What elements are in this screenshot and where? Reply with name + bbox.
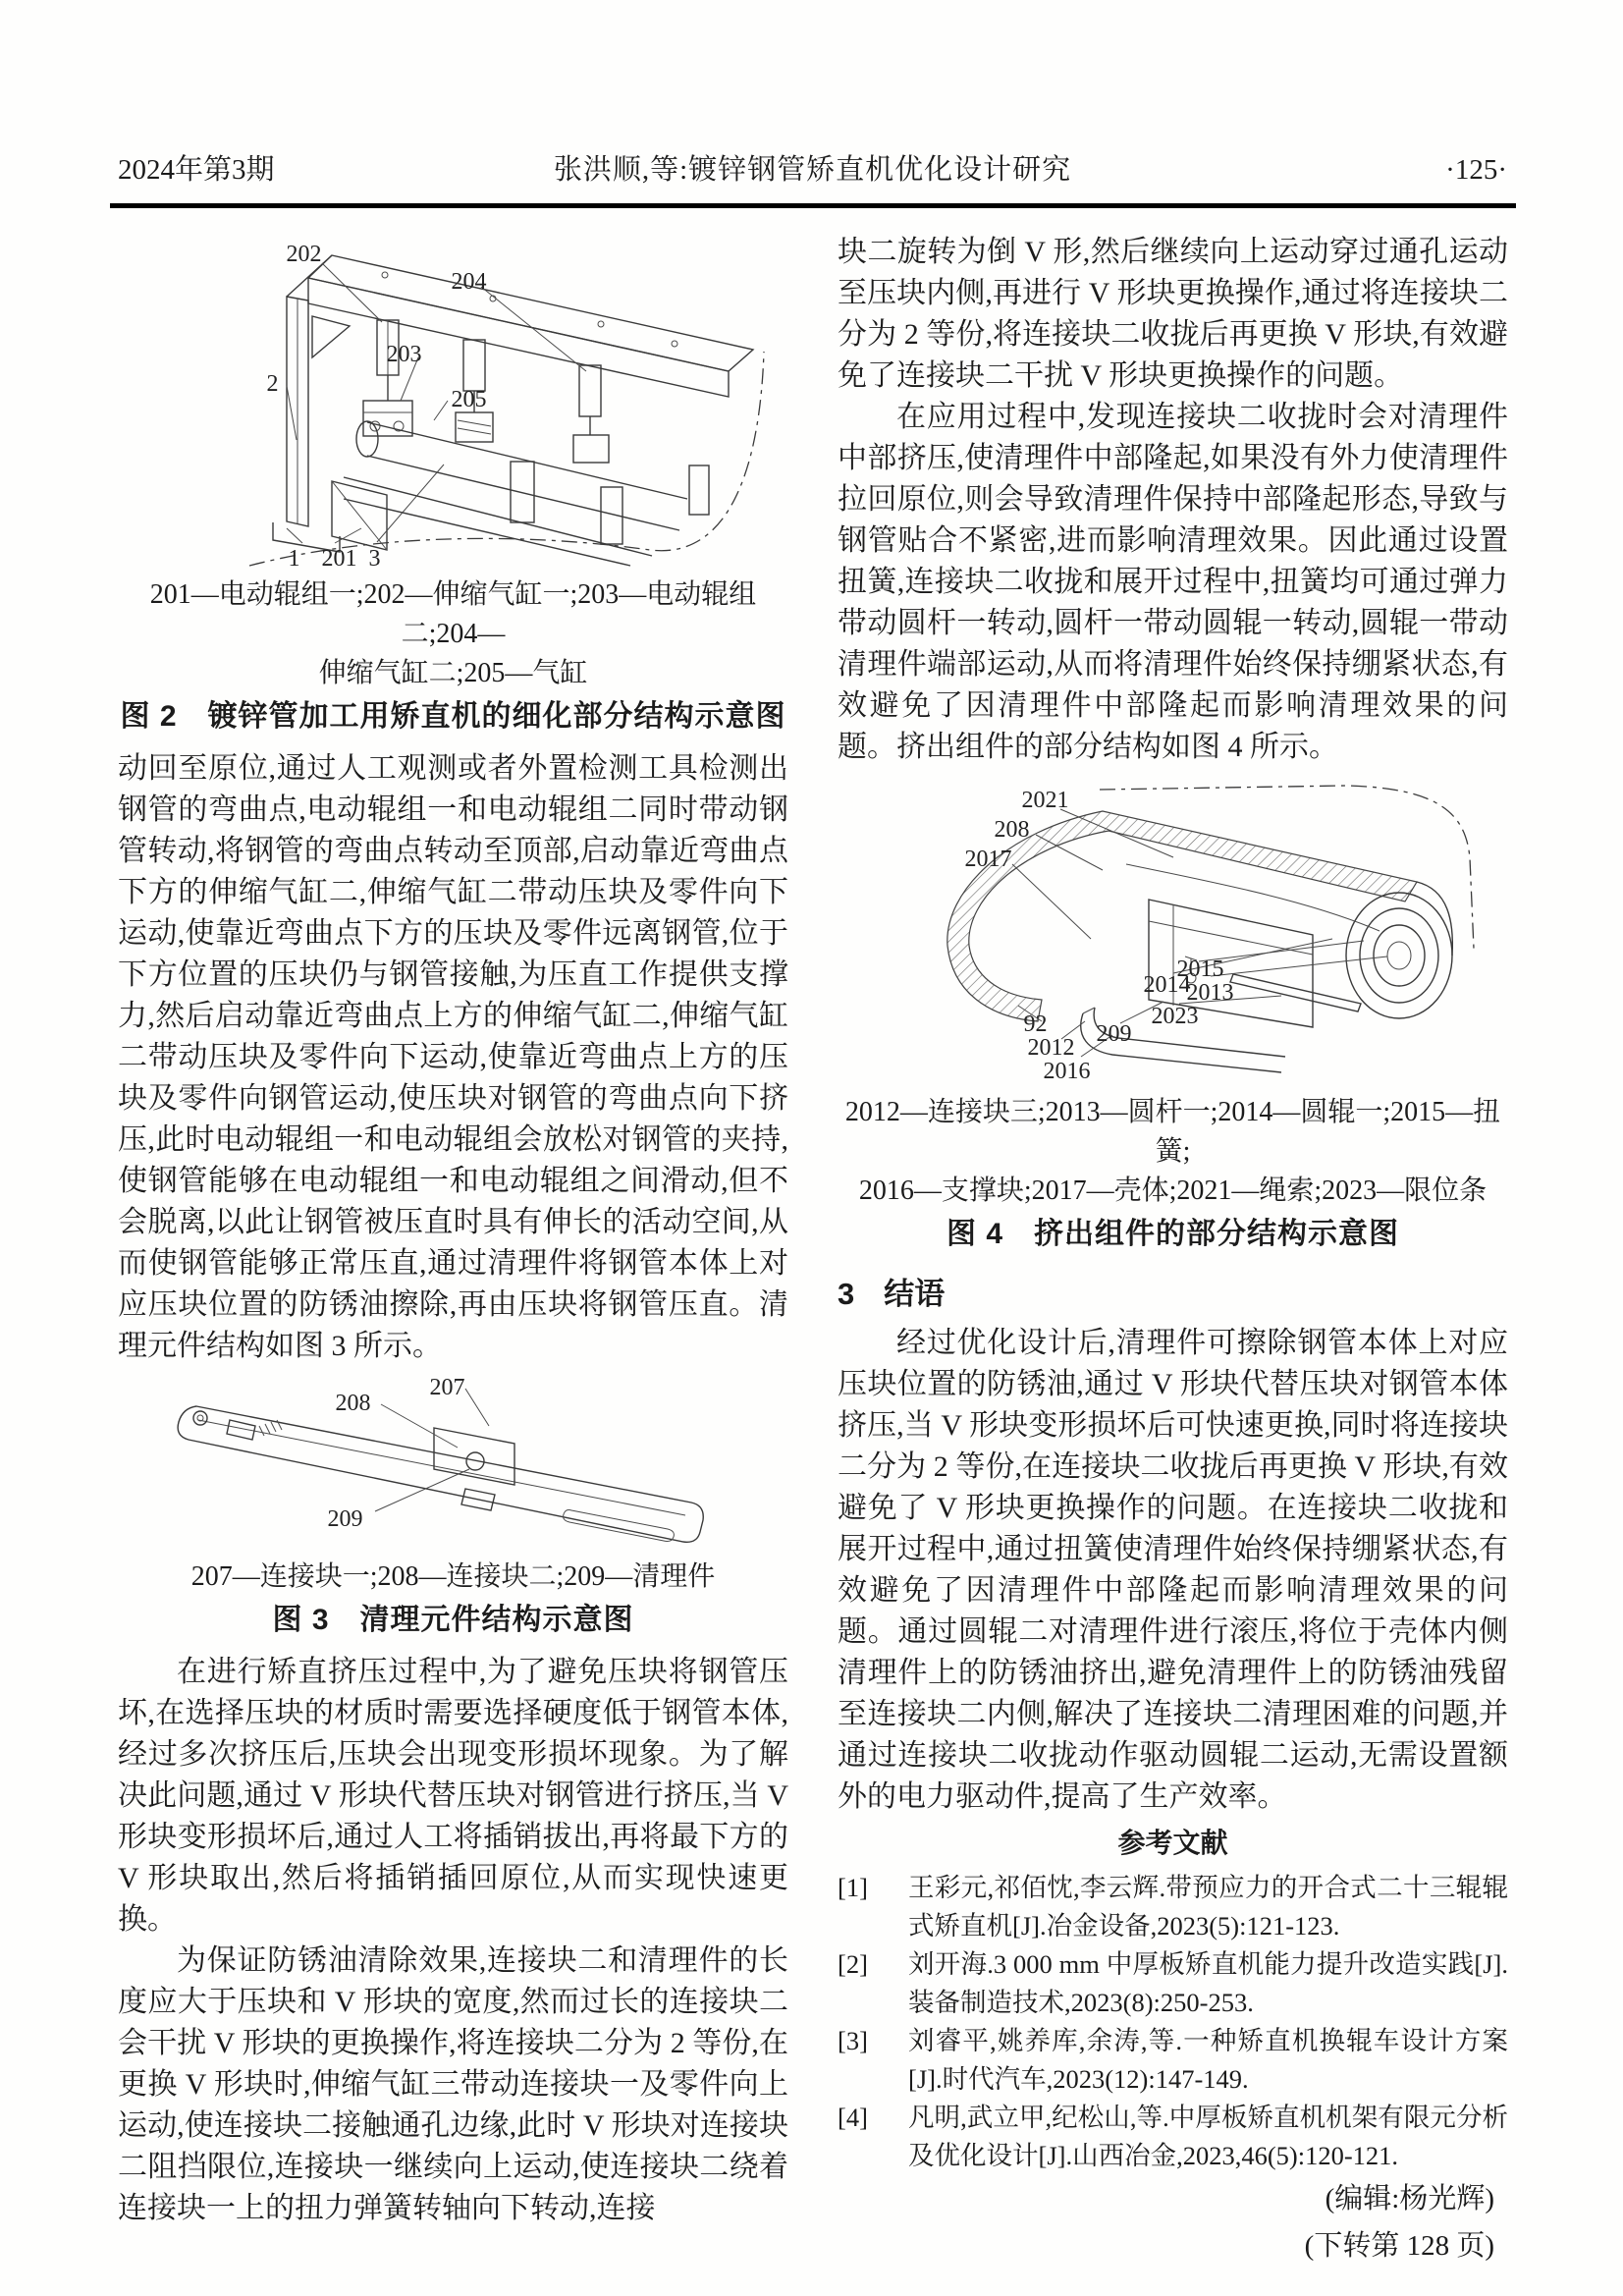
figure-4-canvas xyxy=(849,774,1497,1093)
figure-4-drawing xyxy=(849,774,1497,1093)
fig4-part-label: 2017 xyxy=(964,847,1012,872)
figure-3 xyxy=(118,1375,788,1644)
fig2-part-label: 203 xyxy=(386,342,422,367)
two-column-body xyxy=(118,232,1508,2269)
figure-2-canvas xyxy=(139,234,768,575)
paragraph: 在进行矫直挤压过程中,为了避免压块将钢管压坏,在选择压块的材质时需要选择硬度低于钢管本体,经过多次挤压后,压块会出现变形损坏现象。为了解决此问题,通过 V 形块代替压块对钢管进行挤压,当 V 形块变形损坏后,通过人工将插销拔出,再将最下方的 V 形块取出,然后将插销插回原位,从而实现快速更换。 xyxy=(118,1656,788,1936)
figure-2 xyxy=(118,234,788,740)
header-rule xyxy=(110,203,1516,208)
fig3-title: 图 3 清理元件结构示意图 xyxy=(272,1604,634,1636)
conclusion-paragraph: 经过优化设计后,清理件可擦除钢管本体上对应压块位置的防锈油,通过 V 形块代替压块对钢管本体挤压,当 V 形块变形损坏后可快速更换,同时将连接块二分为 2 等份,在连接块二收拢后再更换 V 形块,有效避免了 V 形块更换操作的问题。在连接块二收拢和展开过程中,通过扭簧使清理件始终保持绷紧状态,有效避免了因清理件中部隆起而影响清理效果的问题。通过圆辊二对清理件进行滚压,将位于壳体内侧清理件上的防锈油挤出,避免清理件上的防锈油残留至连接块二内侧,解决了连接块二清理困难的问题,并通过连接块二收拢动作驱动圆辊二运动,无需设置额外的电力驱动件,提高了生产效率。 xyxy=(838,1327,1508,1813)
reference-text: 王彩元,祁佰忱,李云辉.带预应力的开合式二十三辊辊式矫直机[J].冶金设备,2023(5):121-123. xyxy=(908,1873,1508,1941)
reference-marker: [3] xyxy=(838,2026,868,2055)
section-title: 结语 xyxy=(884,1277,946,1311)
fig4-part-label: 92 xyxy=(1023,1011,1048,1037)
left-column xyxy=(118,232,788,2269)
fig2-part-label: 201 xyxy=(321,546,357,572)
editor-note: (编辑:杨光辉) xyxy=(1325,2183,1494,2214)
running-title: 张洪顺,等:镀锌钢管矫直机优化设计研究 xyxy=(553,154,1072,186)
fig4-part-label: 2016 xyxy=(1043,1059,1091,1084)
references-list xyxy=(838,1869,1508,2175)
reference-item xyxy=(838,2099,1508,2175)
fig4-title: 图 4 挤出组件的部分结构示意图 xyxy=(946,1218,1400,1250)
fig3-key-line: 207—连接块一;208—连接块二;209—清理件 xyxy=(190,1561,716,1592)
reference-item xyxy=(838,2022,1508,2099)
fig4-part-label: 2014 xyxy=(1143,972,1191,998)
fig2-part-label: 1 xyxy=(288,546,300,572)
fig4-key-line: 2016—支撑块;2017—壳体;2021—绳索;2023—限位条 xyxy=(858,1175,1488,1206)
reference-item xyxy=(838,1869,1508,1945)
reference-marker: [1] xyxy=(838,1873,868,1902)
paragraph: 在应用过程中,发现连接块二收拢时会对清理件中部挤压,使清理件中部隆起,如果没有外力使清理件拉回原位,则会导致清理件保持中部隆起形态,导致与钢管贴合不紧密,进而影响清理效果。因此通过设置扭簧,连接块二收拢和展开过程中,扭簧均可通过弹力带动圆杆一转动,圆杆一带动圆辊一转动,圆辊一带动清理件端部运动,从而将清理件始终保持绷紧状态,有效避免了因清理件中部隆起而影响清理效果的问题。挤出组件的部分结构如图 4 所示。 xyxy=(838,401,1508,763)
fig2-part-label: 2 xyxy=(266,371,279,397)
fig2-part-label: 204 xyxy=(451,269,487,295)
reference-marker: [4] xyxy=(838,2103,868,2132)
fig2-key-line: 201—电动辊组一;202—伸缩气缸一;203—电动辊组二;204— xyxy=(149,579,757,649)
section-number: 3 xyxy=(838,1277,855,1311)
page-number: ·125· xyxy=(1445,154,1507,186)
section-3-heading xyxy=(838,1266,1508,1323)
fig4-part-label: 2013 xyxy=(1186,980,1234,1006)
figure-3-canvas xyxy=(139,1375,768,1558)
reference-item xyxy=(838,1945,1508,2022)
fig4-part-label: 2012 xyxy=(1027,1035,1075,1061)
fig4-part-label: 2015 xyxy=(1176,957,1224,982)
fig4-key-line: 2012—连接块三;2013—圆杆一;2014—圆辊一;2015—扭簧; xyxy=(844,1097,1501,1167)
paragraph: 块二旋转为倒 V 形,然后继续向上运动穿过通孔运动至压块内侧,再进行 V 形块更换操作,通过将连接块二分为 2 等份,将连接块二收拢后再更换 V 形块,有效避免了连接块二干扰 V 形块更换操作的问题。 xyxy=(838,236,1508,392)
references-heading: 参考文献 xyxy=(1117,1828,1228,1858)
fig3-part-label: 208 xyxy=(335,1391,371,1416)
fig4-part-label: 208 xyxy=(994,817,1030,843)
fig2-part-label: 202 xyxy=(286,242,322,267)
fig4-part-label: 2021 xyxy=(1021,788,1069,813)
paragraph: 为保证防锈油清除效果,连接块二和清理件的长度应大于压块和 V 形块的宽度,然而过长的连接块二会干扰 V 形块的更换操作,将连接块二分为 2 等份,在更换 V 形块时,伸缩气缸三带动连接块一及零件向上运动,使连接块二接触通孔边缘,此时 V 形块对连接块二阻挡限位,连接块一继续向上运动,使连接块二绕着连接块一上的扭力弹簧转轴向下转动,连接 xyxy=(118,1944,788,2224)
journal-issue: 2024年第3期 xyxy=(118,154,275,186)
right-column xyxy=(838,232,1508,2269)
reference-text: 刘睿平,姚养库,余涛,等.一种矫直机换辊车设计方案[J].时代汽车,2023(12):147-149. xyxy=(908,2026,1508,2094)
figure-4 xyxy=(838,774,1508,1258)
fig2-title: 图 2 镀锌管加工用矫直机的细化部分结构示意图 xyxy=(120,700,786,733)
paragraph: 动回至原位,通过人工观测或者外置检测工具检测出钢管的弯曲点,电动辊组一和电动辊组二同时带动钢管转动,将钢管的弯曲点转动至顶部,启动靠近弯曲点下方的伸缩气缸二,伸缩气缸二带动压块及零件向下运动,使靠近弯曲点下方的压块及零件远离钢管,位于下方位置的压块仍与钢管接触,为压直工作提供支撑力,然后启动靠近弯曲点上方的伸缩气缸二,伸缩气缸二带动压块及零件向下运动,使靠近弯曲点上方的压块及零件向钢管运动,使压块对钢管的弯曲点向下挤压,此时电动辊组一和电动辊组会放松对钢管的夹持,使钢管能够在电动辊组一和电动辊组之间滑动,但不会脱离,以此让钢管被压直时具有伸长的活动空间,从而使钢管能够正常压直,通过清理件将钢管本体上对应压块位置的防锈油擦除,再由压块将钢管压直。清理元件结构如图 3 所示。 xyxy=(118,752,788,1362)
reference-marker: [2] xyxy=(838,1949,868,1979)
reference-text: 凡明,武立甲,纪松山,等.中厚板矫直机机架有限元分析及优化设计[J].山西冶金,2023,46(5):120-121. xyxy=(908,2103,1508,2170)
fig3-part-label: 209 xyxy=(327,1506,363,1532)
fig2-part-label: 205 xyxy=(451,387,487,412)
page-header xyxy=(118,147,1507,188)
fig2-part-label: 3 xyxy=(368,546,381,572)
fig4-part-label: 209 xyxy=(1096,1021,1132,1047)
reference-text: 刘开海.3 000 mm 中厚板矫直机能力提升改造实践[J].装备制造技术,2023(8):250-253. xyxy=(908,1949,1508,2017)
continuation-note: (下转第 128 页) xyxy=(1304,2230,1494,2262)
fig2-key-line: 伸缩气缸二;205—气缸 xyxy=(318,658,588,688)
fig4-part-label: 2023 xyxy=(1151,1004,1199,1029)
figure-3-drawing xyxy=(139,1375,768,1558)
fig3-part-label: 207 xyxy=(429,1375,465,1400)
